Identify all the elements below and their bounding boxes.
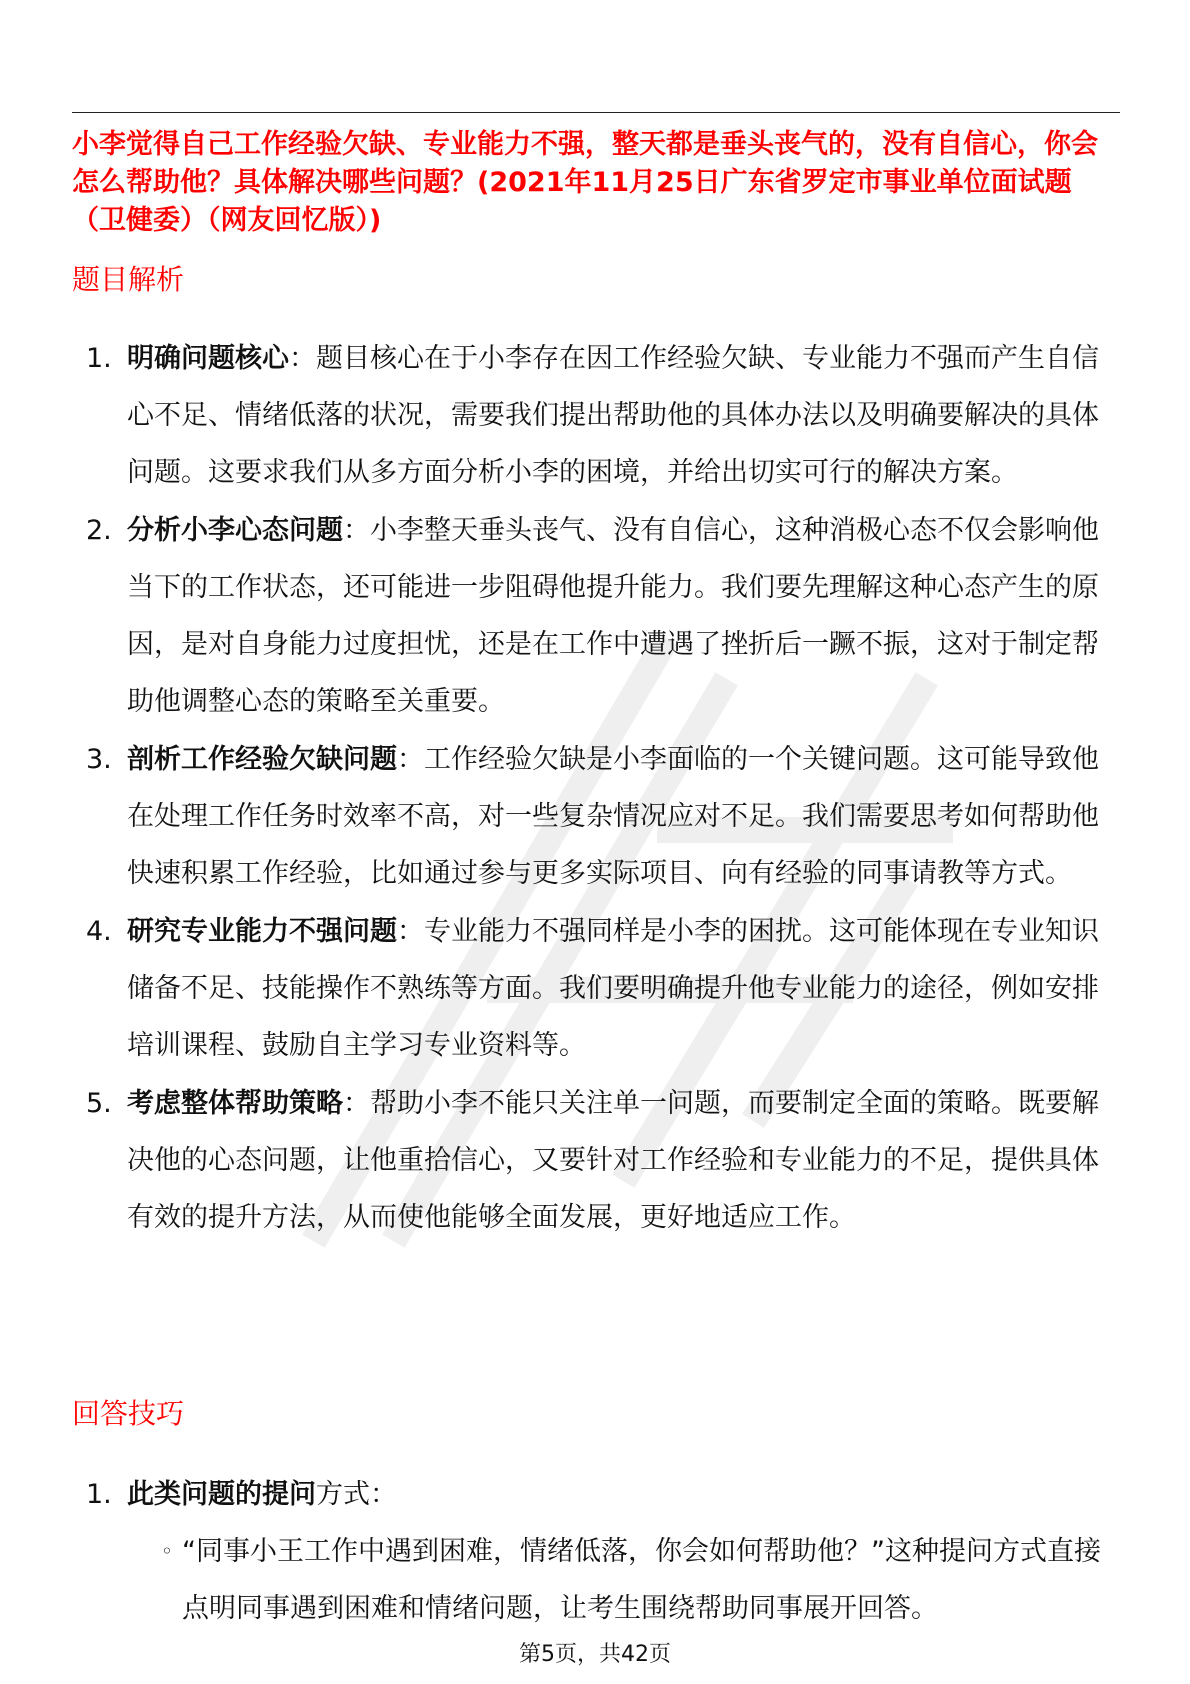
item-lead: 剖析工作经验欠缺问题 (127, 744, 397, 775)
item-number: 1. (86, 343, 112, 374)
item-text: ：专业能力不强同样是小李的困扰。这可能体现在专业知识储备不足、技能操作不熟练等方面。我们要明确提升他专业能力的途径，例如安排培训课程、鼓励自主学习专业资料等。 (127, 916, 1099, 1061)
question-title: 小李觉得自己工作经验欠缺、专业能力不强，整天都是垂头丧气的，没有自信心，你会怎么帮助他？具体解决哪些问题？(2021年11月25日广东省罗定市事业单位面试题（卫健委）（网友回忆版）) (72, 129, 1098, 236)
item-lead: 考虑整体帮助策略 (127, 1088, 343, 1119)
sub-item-text: “同事小王工作中遇到困难，情绪低落，你会如何帮助他？”这种提问方式直接点明同事遇到困难和情绪问题，让考生围绕帮助同事展开回答。 (182, 1536, 1101, 1624)
analysis-item (72, 330, 1122, 501)
item-number: 5. (86, 1088, 112, 1119)
item-lead: 明确问题核心 (127, 343, 289, 374)
hollow-bullet-icon: ◦ (161, 1539, 173, 1563)
tips-heading: 回答技巧 (72, 1397, 185, 1430)
item-text: ：工作经验欠缺是小李面临的一个关键问题。这可能导致他在处理工作任务时效率不高，对一些复杂情况应对不足。我们需要思考如何帮助他快速积累工作经验，比如通过参与更多实际项目、向有经验的同事请教等方式。 (127, 744, 1099, 889)
analysis-item (72, 731, 1122, 902)
item-text: ：小李整天垂头丧气、没有自信心，这种消极心态不仅会影响他当下的工作状态，还可能进一步阻碍他提升能力。我们要先理解这种心态产生的原因，是对自身能力过度担忧，还是在工作中遭遇了挫折后一蹶不振，这对于制定帮助他调整心态的策略至关重要。 (127, 515, 1099, 717)
tips-sub-item (127, 1523, 1122, 1637)
item-number: 4. (86, 916, 112, 947)
item-lead: 分析小李心态问题 (127, 515, 343, 546)
analysis-item (72, 502, 1122, 730)
tips-item (72, 1466, 1122, 1637)
item-number: 3. (86, 744, 112, 775)
item-text: ：帮助小李不能只关注单一问题，而要制定全面的策略。既要解决他的心态问题，让他重拾信心，又要针对工作经验和专业能力的不足，提供具体有效的提升方法，从而使他能够全面发展，更好地适应工作。 (127, 1088, 1099, 1233)
item-lead: 研究专业能力不强问题 (127, 916, 397, 947)
analysis-item (72, 1075, 1122, 1246)
tips-sub-list (127, 1523, 1122, 1637)
item-text: 方式： (316, 1479, 397, 1510)
analysis-item (72, 903, 1122, 1074)
analysis-list (72, 330, 1122, 1247)
item-text: ：题目核心在于小李存在因工作经验欠缺、专业能力不强而产生自信心不足、情绪低落的状况，需要我们提出帮助他的具体办法以及明确要解决的具体问题。这要求我们从多方面分析小李的困境，并给出切实可行的解决方案。 (127, 343, 1099, 488)
item-number: 1. (86, 1479, 112, 1510)
tips-list (72, 1466, 1122, 1637)
analysis-heading: 题目解析 (72, 263, 185, 296)
top-divider (72, 112, 1120, 113)
item-lead: 此类问题的提问 (127, 1479, 316, 1510)
page-number: 第5页，共42页 (519, 1642, 671, 1667)
item-number: 2. (86, 515, 112, 546)
